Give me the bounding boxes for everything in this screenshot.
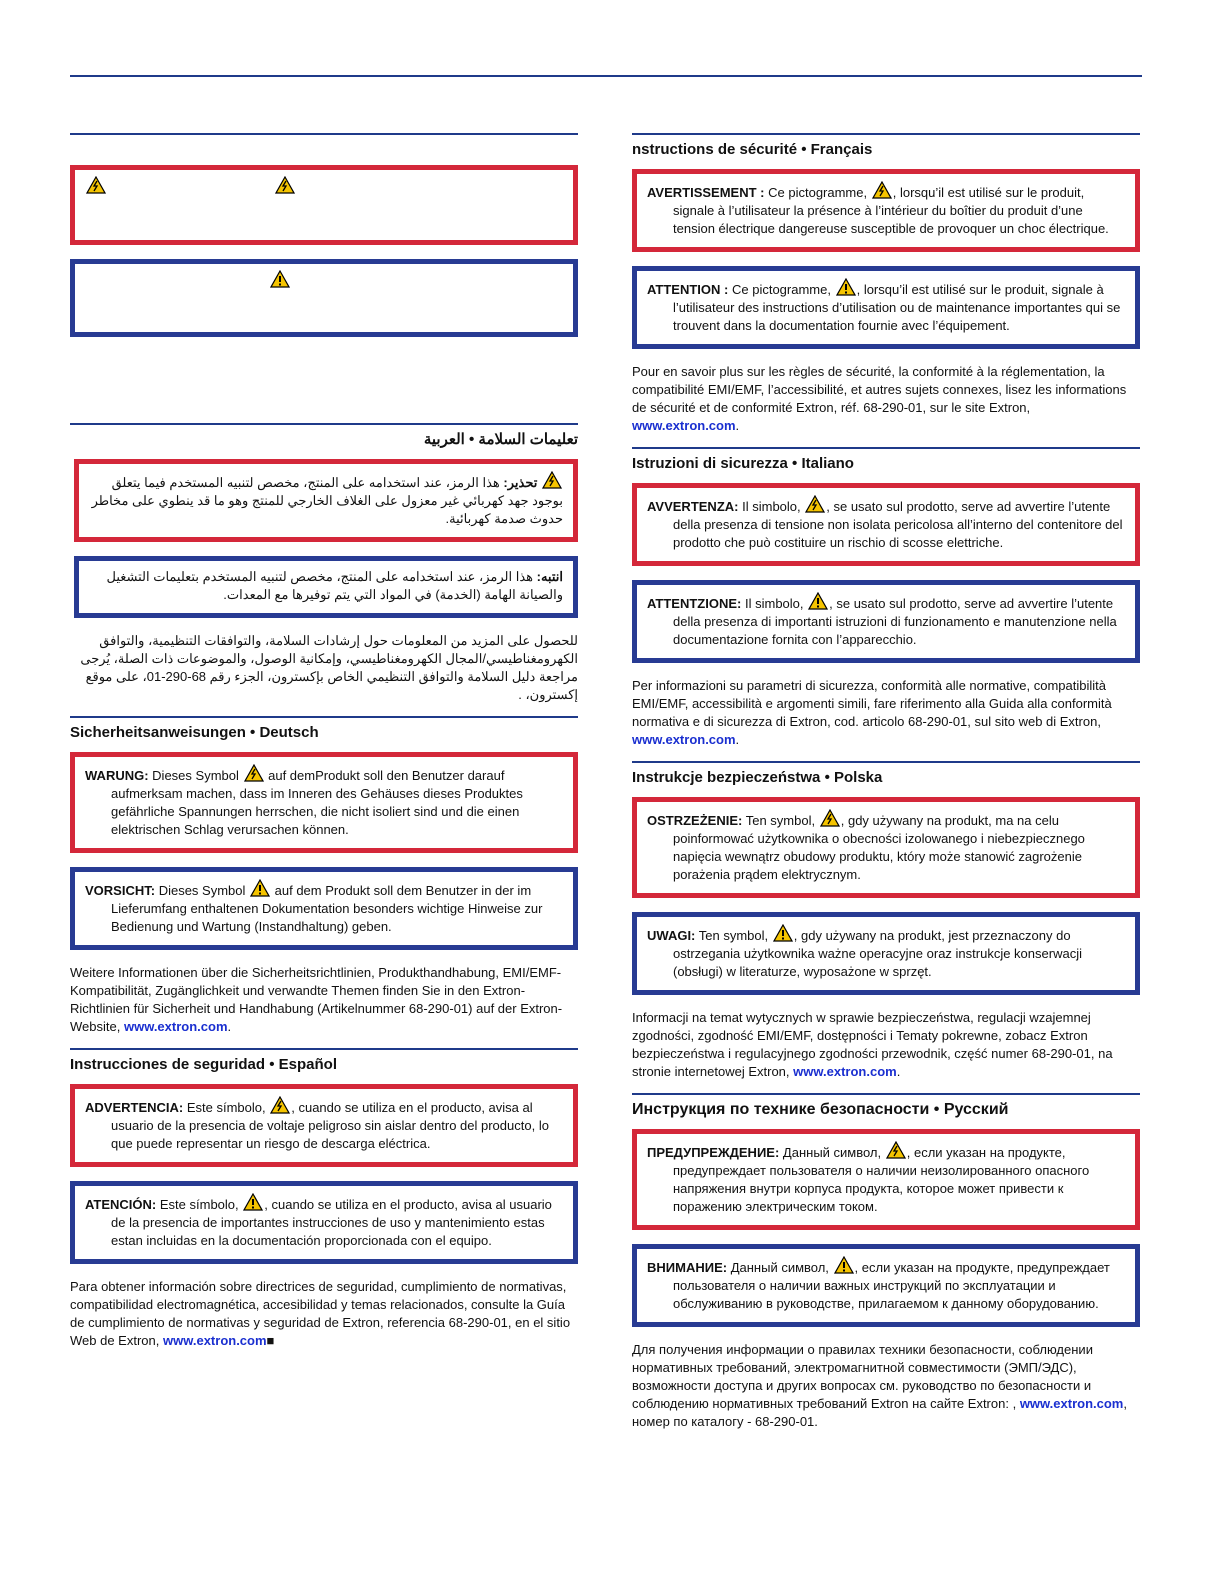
warning-label: تحذير:	[503, 475, 538, 490]
caution-box	[632, 912, 1140, 995]
note-text: Per informazioni su parametri di sicurezza, conformità alle normative, compatibilità EMI/EMF, accessibilità e argomenti simili, fare riferimento alla Guida alla conformità normativa e di sicurezza di Extron, cod. articolo 68-290-01, sul sito web di Extron,	[632, 678, 1112, 729]
caution-text: , если указан на продукте, предупреждает пользователя о наличии важных инструкций по эксплуатации и обслуживанию в руководстве, прилагаемом к данному оборудованию.	[673, 1260, 1110, 1311]
warning-box	[632, 483, 1140, 566]
section-title: Sicherheitsanweisungen • Deutsch	[70, 724, 319, 741]
extron-link[interactable]: www.extron.com	[1019, 1396, 1124, 1411]
warning-box	[74, 459, 578, 542]
russian-note	[632, 1341, 1140, 1431]
caution-triangle-icon	[243, 1193, 263, 1211]
warning-text: auf demProdukt soll den Benutzer darauf aufmerksam machen, dass im Inneren des Gehäuses dieses Produktes gefährliche Spannungen herrschen, die nicht isoliert sind und die einen elektrischen Schlag verursachen können.	[111, 768, 523, 837]
caution-triangle-icon	[270, 270, 290, 288]
section-title: Instrukcje bezpieczeństwa • Polska	[632, 769, 883, 786]
warning-text: , cuando se utiliza en el producto, avisa al usuario de la presencia de voltaje peligroso sin aislar dentro del producto, lo que puede representar un riesgo de descarga eléctrica.	[111, 1100, 549, 1151]
warning-pre: Il simbolo,	[742, 499, 801, 514]
top-rule	[70, 75, 1142, 77]
warning-box	[70, 752, 578, 853]
section-russian	[632, 1093, 1140, 1431]
warning-label: ПРЕДУПРЕЖДЕНИЕ:	[647, 1145, 780, 1160]
section-title: Instrucciones de seguridad • Español	[70, 1056, 337, 1073]
warning-label: AVVERTENZA:	[647, 499, 739, 514]
caution-triangle-icon	[773, 924, 793, 942]
caution-label: UWAGI:	[647, 928, 696, 943]
warning-box	[70, 1084, 578, 1167]
section-italiano	[632, 447, 1140, 749]
caution-label: ВНИМАНИЕ:	[647, 1260, 728, 1275]
deutsch-note	[70, 964, 578, 1036]
extron-link[interactable]: www.extron.com	[123, 1019, 228, 1034]
note-end: .	[735, 732, 740, 747]
warning-pre: Ce pictogramme,	[768, 185, 868, 200]
extron-link[interactable]: www.extron.com	[632, 418, 736, 433]
caution-label: ATTENTION :	[647, 282, 729, 297]
lightning-warning-icon	[244, 764, 264, 782]
caution-label: VORSICHT:	[85, 883, 156, 898]
section-title: تعليمات السلامة • العربية	[423, 431, 578, 448]
section-blank	[70, 133, 578, 337]
note-end: , номер по каталогу - 68-290-01.	[632, 1396, 1127, 1429]
italiano-note	[632, 677, 1140, 749]
francais-note	[632, 363, 1140, 435]
warning-label: OSTRZEŻENIE:	[647, 813, 743, 828]
extron-link[interactable]: www.extron.com	[163, 1333, 267, 1348]
lightning-warning-icon	[886, 1141, 906, 1159]
warning-pre: Dieses Symbol	[152, 768, 239, 783]
note-end: .	[227, 1019, 232, 1034]
caution-label: ATENCIÓN:	[85, 1197, 157, 1212]
note-text: Informacji na temat wytycznych w sprawie bezpieczeństwa, regulacji wzajemnej zgodności, zgodność EMI/EMF, dostępności i Tematy pokrewne, zobacz Extron bezpieczeństwa i regulacyjnego zgodności przewodnik, część numer 68-290-01, na stronie internetowej Extron,	[632, 1010, 1113, 1079]
note-text: Pour en savoir plus sur les règles de sécurité, la conformité à la réglementation, la compatibilité EMI/EMF, l’accessibilité, et autres sujets connexes, lisez les informations de sécurité et de conformité Extron, réf. 68-290-01, sur le site Extron,	[632, 364, 1127, 415]
warning-label: AVERTISSEMENT :	[647, 185, 765, 200]
caution-pre: Ce pictogramme,	[731, 282, 831, 297]
caution-box-blank	[70, 259, 578, 337]
note-text: للحصول على المزيد من المعلومات حول إرشادات السلامة، والتوافقات التنظيمية، والتوافق الكهرومغناطيسي/المجال الكهرومغناطيسي، وإمكانية الوصول، والموضوعات ذات الصلة، يُرجى مراجعة دليل السلامة والتوافق التنظيمي الخاص بإكسترون، الجزء رقم 68-290-01، على موقع إكسترون،	[80, 633, 578, 702]
caution-box	[632, 266, 1140, 349]
warning-label: ADVERTENCIA:	[85, 1100, 184, 1115]
left-column	[70, 133, 578, 1362]
lightning-warning-icon	[275, 176, 295, 194]
polska-note	[632, 1009, 1140, 1081]
lightning-warning-icon	[270, 1096, 290, 1114]
warning-box	[632, 797, 1140, 898]
note-text: Weitere Informationen über die Sicherheitsrichtlinien, Produkthandhabung, EMI/EMF-Kompatibilität, Zugänglichkeit und verwandte Themen finden Sie in den Extron-Richtlinien für Sicherheit und Handhabung (Artikelnummer 68-290-01) auf der Extron-Website,	[70, 965, 563, 1034]
caution-pre: Il simbolo,	[744, 596, 804, 611]
lightning-warning-icon	[86, 176, 106, 194]
warning-text: هذا الرمز، عند استخدامه على المنتج، مخصص لتنبيه المستخدم فيما يتعلق بوجود جهد كهربائي غير معزول على الغلاف الخارجي للمنتج وهو ما قد ينطوي على مخاطر حدوث صدمة كهربائية.	[91, 475, 563, 526]
caution-pre: Ten symbol,	[698, 928, 769, 943]
caution-box	[632, 580, 1140, 663]
extron-link[interactable]: www.extron.com	[793, 1064, 897, 1079]
lightning-warning-icon	[805, 495, 825, 513]
warning-box	[632, 169, 1140, 252]
section-espanol	[70, 1048, 578, 1350]
warning-box	[632, 1129, 1140, 1230]
warning-box-blank	[70, 165, 578, 245]
caution-triangle-icon	[250, 879, 270, 897]
caution-pre: Данный символ,	[730, 1260, 829, 1275]
caution-text: , lorsqu’il est utilisé sur le produit, signale à l’utilisateur des instructions d’utilisation ou de maintenance importantes qui se trouvent dans la documentation fournie avec l’équipement.	[673, 282, 1121, 333]
arabic-note	[70, 632, 578, 704]
warning-text: , se usato sul prodotto, serve ad avvertire l’utente della presenza di tensione non isolata pericolosa all’interno del contenitore del prodotto che può costituire un rischio di scosse elettriche.	[673, 499, 1123, 550]
caution-box	[632, 1244, 1140, 1327]
note-end: .	[735, 418, 740, 433]
lightning-warning-icon	[542, 471, 562, 489]
section-polska	[632, 761, 1140, 1081]
caution-box	[70, 867, 578, 950]
caution-box	[70, 1181, 578, 1264]
warning-text: , gdy używany na produkt, ma na celu poinformować użytkownika o obecności izolowanego i niebezpiecznego napięcia wewnątrz obudowy produktu, który może stanowić zagrożenie porażenia prądem elektrycznym.	[673, 813, 1085, 882]
section-title: nstructions de sécurité • Français	[632, 141, 873, 158]
caution-text: , se usato sul prodotto, serve ad avvertire l’utente della presenza di importanti istruzioni di funzionamento e manutenzione nella documentazione fornita con l’apparecchio.	[673, 596, 1117, 647]
section-deutsch	[70, 716, 578, 1036]
warning-label: WARUNG:	[85, 768, 149, 783]
caution-text: , gdy używany na produkt, jest przeznaczony do ostrzegania użytkownika ważne operacyjne oraz instrukcje konserwacji (obsługi) w literaturze, wyposażone w sprzęt.	[673, 928, 1082, 979]
note-text: Para obtener información sobre directrices de seguridad, cumplimiento de normativas, compatibilidad electromagnética, accesibilidad y temas relacionados, consulte la Guía de cumplimiento de normativas y seguridad de Extron, referencia 68-290-01, en el sitio Web de Extron,	[70, 1279, 571, 1348]
lightning-warning-icon	[820, 809, 840, 827]
caution-pre: Este símbolo,	[159, 1197, 239, 1212]
section-title: Инструкция по технике безопасности • Русский	[632, 1101, 1009, 1118]
warning-text: , lorsqu’il est utilisé sur le produit, signale à l’utilisateur la présence à l’intérieur du boîtier du produit d’une tension électrique dangereuse susceptible de provoquer un choc électrique.	[673, 185, 1109, 236]
warning-pre: Ten symbol,	[745, 813, 816, 828]
note-end: ■	[266, 1333, 275, 1348]
warning-pre: Este símbolo,	[186, 1100, 266, 1115]
caution-triangle-icon	[836, 278, 856, 296]
caution-pre: Dieses Symbol	[158, 883, 246, 898]
caution-text: auf dem Produkt soll dem Benutzer in der im Lieferumfang enthaltenen Dokumentation besonders wichtige Hinweise zur Bedienung und Wartung (Instandhaltung) geben.	[111, 883, 543, 934]
section-arabic	[70, 423, 578, 704]
note-end: .	[896, 1064, 901, 1079]
caution-triangle-icon	[808, 592, 828, 610]
caution-text: هذا الرمز، عند استخدامه على المنتج، مخصص لتنبيه المستخدم بتعليمات التشغيل والصيانة الهامة (الخدمة) في المواد التي يتم توفيرها مع المعدات.	[106, 569, 563, 602]
caution-box	[74, 556, 578, 618]
warning-pre: Данный символ,	[782, 1145, 882, 1160]
section-title: Istruzioni di sicurezza • Italiano	[632, 455, 854, 472]
right-column	[632, 133, 1140, 1443]
warning-text: , если указан на продукте, предупреждает пользователя о наличии неизолированного опасного напряжения внутри корпуса продукта, которое может привести к поражению электрическим током.	[673, 1145, 1090, 1214]
caution-triangle-icon	[834, 1256, 854, 1274]
section-francais	[632, 133, 1140, 435]
espanol-note	[70, 1278, 578, 1350]
lightning-warning-icon	[872, 181, 892, 199]
extron-link[interactable]: www.extron.com	[632, 732, 736, 747]
caution-label: ATTENTZIONE:	[647, 596, 742, 611]
caution-text: , cuando se utiliza en el producto, avisa al usuario de la presencia de importantes instrucciones de uso y mantenimiento estas estan incluidas en la documentación proporcionada con el equipo.	[111, 1197, 552, 1248]
note-text: Для получения информации о правилах техники безопасности, соблюдении нормативных требований, электромагнитной совместимости (ЭМП/ЭДС), возможности доступа и других вопросах см. руководство по безопасности и соблюдению нормативных требований Extron на сайте Extron: ,	[632, 1342, 1093, 1411]
caution-label: انتبه:	[536, 569, 563, 584]
note-end: .	[518, 687, 522, 702]
